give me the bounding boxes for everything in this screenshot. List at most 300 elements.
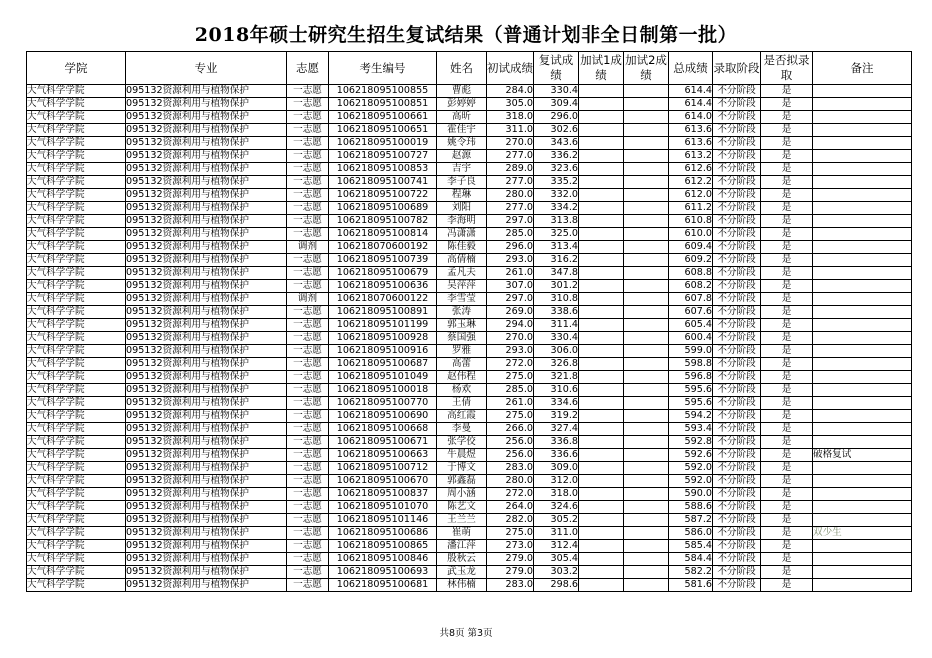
- retest-score-cell: 335.2: [534, 176, 579, 189]
- extra2-cell: [624, 332, 669, 345]
- major-cell: 095132资源利用与植物保护: [126, 371, 287, 384]
- total-cell: 598.8: [669, 358, 713, 371]
- admit-cell: 是: [761, 436, 813, 449]
- admit-cell: 是: [761, 384, 813, 397]
- initial-score-cell: 293.0: [487, 254, 534, 267]
- exam-no-cell: 106218095100846: [329, 553, 437, 566]
- remark-cell: [813, 579, 912, 592]
- retest-score-cell: 310.8: [534, 293, 579, 306]
- stage-cell: 不分阶段: [713, 397, 761, 410]
- admit-cell: 是: [761, 579, 813, 592]
- name-cell: 李子良: [437, 176, 487, 189]
- exam-no-cell: 106218095100727: [329, 150, 437, 163]
- total-cell: 582.2: [669, 566, 713, 579]
- initial-score-cell: 270.0: [487, 332, 534, 345]
- college-cell: 大气科学学院: [27, 85, 126, 98]
- extra2-cell: [624, 293, 669, 306]
- extra1-cell: [579, 358, 624, 371]
- choice-cell: 一志愿: [287, 332, 329, 345]
- college-cell: 大气科学学院: [27, 397, 126, 410]
- header-choice: 志愿: [287, 52, 329, 85]
- stage-cell: 不分阶段: [713, 514, 761, 527]
- exam-no-cell: 106218095100693: [329, 566, 437, 579]
- extra1-cell: [579, 85, 624, 98]
- total-cell: 592.8: [669, 436, 713, 449]
- total-cell: 600.4: [669, 332, 713, 345]
- admit-cell: 是: [761, 553, 813, 566]
- table-row: [27, 358, 912, 371]
- extra2-cell: [624, 540, 669, 553]
- retest-score-cell: 323.6: [534, 163, 579, 176]
- table-row: [27, 579, 912, 592]
- exam-no-cell: 106218095100687: [329, 358, 437, 371]
- extra1-cell: [579, 267, 624, 280]
- remark-cell: [813, 462, 912, 475]
- major-cell: 095132资源利用与植物保护: [126, 241, 287, 254]
- stage-cell: 不分阶段: [713, 319, 761, 332]
- table-row: [27, 280, 912, 293]
- stage-cell: 不分阶段: [713, 98, 761, 111]
- table-row: [27, 540, 912, 553]
- header-stage: 录取阶段: [713, 52, 761, 85]
- major-cell: 095132资源利用与植物保护: [126, 150, 287, 163]
- name-cell: 武玉龙: [437, 566, 487, 579]
- admit-cell: 是: [761, 397, 813, 410]
- remark-cell: [813, 436, 912, 449]
- retest-score-cell: 326.8: [534, 358, 579, 371]
- remark-cell: [813, 384, 912, 397]
- admit-cell: 是: [761, 345, 813, 358]
- admit-cell: 是: [761, 111, 813, 124]
- extra1-cell: [579, 345, 624, 358]
- total-cell: 590.0: [669, 488, 713, 501]
- retest-score-cell: 305.2: [534, 514, 579, 527]
- header-college: 学院: [27, 52, 126, 85]
- remark-cell: [813, 150, 912, 163]
- stage-cell: 不分阶段: [713, 566, 761, 579]
- extra1-cell: [579, 553, 624, 566]
- stage-cell: 不分阶段: [713, 293, 761, 306]
- extra1-cell: [579, 189, 624, 202]
- college-cell: 大气科学学院: [27, 215, 126, 228]
- exam-no-cell: 106218095100690: [329, 410, 437, 423]
- exam-no-cell: 106218095100668: [329, 423, 437, 436]
- exam-no-cell: 106218095100782: [329, 215, 437, 228]
- major-cell: 095132资源利用与植物保护: [126, 215, 287, 228]
- retest-score-cell: 303.2: [534, 566, 579, 579]
- remark-cell: 破格复试: [813, 449, 912, 462]
- extra2-cell: [624, 501, 669, 514]
- stage-cell: 不分阶段: [713, 345, 761, 358]
- remark-cell: [813, 228, 912, 241]
- choice-cell: 一志愿: [287, 514, 329, 527]
- college-cell: 大气科学学院: [27, 410, 126, 423]
- exam-no-cell: 106218095100814: [329, 228, 437, 241]
- remark-cell: [813, 163, 912, 176]
- choice-cell: 一志愿: [287, 163, 329, 176]
- total-cell: 613.6: [669, 124, 713, 137]
- remark-cell: [813, 332, 912, 345]
- total-cell: 613.2: [669, 150, 713, 163]
- name-cell: 张涛: [437, 306, 487, 319]
- remark-cell: [813, 306, 912, 319]
- name-cell: 潘江萍: [437, 540, 487, 553]
- retest-score-cell: 347.8: [534, 267, 579, 280]
- name-cell: 郭鑫磊: [437, 475, 487, 488]
- admit-cell: 是: [761, 176, 813, 189]
- name-cell: 程琳: [437, 189, 487, 202]
- college-cell: 大气科学学院: [27, 514, 126, 527]
- table-body: [27, 85, 912, 592]
- admit-cell: 是: [761, 358, 813, 371]
- extra1-cell: [579, 202, 624, 215]
- college-cell: 大气科学学院: [27, 358, 126, 371]
- extra2-cell: [624, 436, 669, 449]
- remark-cell: [813, 280, 912, 293]
- retest-score-cell: 330.4: [534, 85, 579, 98]
- major-cell: 095132资源利用与植物保护: [126, 85, 287, 98]
- remark-cell: [813, 176, 912, 189]
- retest-score-cell: 336.8: [534, 436, 579, 449]
- college-cell: 大气科学学院: [27, 150, 126, 163]
- exam-no-cell: 106218095100671: [329, 436, 437, 449]
- initial-score-cell: 264.0: [487, 501, 534, 514]
- college-cell: 大气科学学院: [27, 228, 126, 241]
- admit-cell: 是: [761, 527, 813, 540]
- choice-cell: 一志愿: [287, 280, 329, 293]
- extra2-cell: [624, 124, 669, 137]
- admit-cell: 是: [761, 540, 813, 553]
- choice-cell: 一志愿: [287, 358, 329, 371]
- stage-cell: 不分阶段: [713, 384, 761, 397]
- initial-score-cell: 280.0: [487, 475, 534, 488]
- total-cell: 612.6: [669, 163, 713, 176]
- major-cell: 095132资源利用与植物保护: [126, 579, 287, 592]
- name-cell: 吴萍萍: [437, 280, 487, 293]
- total-cell: 593.4: [669, 423, 713, 436]
- table-row: [27, 501, 912, 514]
- extra2-cell: [624, 319, 669, 332]
- initial-score-cell: 269.0: [487, 306, 534, 319]
- stage-cell: 不分阶段: [713, 267, 761, 280]
- total-cell: 592.0: [669, 462, 713, 475]
- college-cell: 大气科学学院: [27, 449, 126, 462]
- extra2-cell: [624, 85, 669, 98]
- major-cell: 095132资源利用与植物保护: [126, 410, 287, 423]
- admit-cell: 是: [761, 514, 813, 527]
- retest-score-cell: 330.4: [534, 332, 579, 345]
- header-exam-no: 考生编号: [329, 52, 437, 85]
- name-cell: 吉宇: [437, 163, 487, 176]
- name-cell: 刘阳: [437, 202, 487, 215]
- stage-cell: 不分阶段: [713, 436, 761, 449]
- stage-cell: 不分阶段: [713, 189, 761, 202]
- retest-score-cell: 343.6: [534, 137, 579, 150]
- extra1-cell: [579, 462, 624, 475]
- total-cell: 609.2: [669, 254, 713, 267]
- header-retest-score: 复试成绩: [534, 52, 579, 85]
- remark-cell: 双少生: [813, 527, 912, 540]
- initial-score-cell: 272.0: [487, 358, 534, 371]
- name-cell: 李海明: [437, 215, 487, 228]
- total-cell: 584.4: [669, 553, 713, 566]
- exam-no-cell: 106218095100018: [329, 384, 437, 397]
- table-row: [27, 176, 912, 189]
- table-row: [27, 553, 912, 566]
- stage-cell: 不分阶段: [713, 111, 761, 124]
- extra1-cell: [579, 176, 624, 189]
- exam-no-cell: 106218095100928: [329, 332, 437, 345]
- major-cell: 095132资源利用与植物保护: [126, 267, 287, 280]
- extra2-cell: [624, 306, 669, 319]
- table-row: [27, 228, 912, 241]
- choice-cell: 一志愿: [287, 124, 329, 137]
- initial-score-cell: 284.0: [487, 85, 534, 98]
- admit-cell: 是: [761, 501, 813, 514]
- admit-cell: 是: [761, 189, 813, 202]
- extra1-cell: [579, 293, 624, 306]
- admit-cell: 是: [761, 488, 813, 501]
- major-cell: 095132资源利用与植物保护: [126, 176, 287, 189]
- stage-cell: 不分阶段: [713, 306, 761, 319]
- total-cell: 614.4: [669, 98, 713, 111]
- table-row: [27, 189, 912, 202]
- extra1-cell: [579, 241, 624, 254]
- exam-no-cell: 106218095100679: [329, 267, 437, 280]
- extra2-cell: [624, 553, 669, 566]
- major-cell: 095132资源利用与植物保护: [126, 306, 287, 319]
- exam-no-cell: 106218095100770: [329, 397, 437, 410]
- retest-score-cell: 313.4: [534, 241, 579, 254]
- major-cell: 095132资源利用与植物保护: [126, 189, 287, 202]
- admit-cell: 是: [761, 332, 813, 345]
- extra1-cell: [579, 540, 624, 553]
- choice-cell: 一志愿: [287, 215, 329, 228]
- extra1-cell: [579, 137, 624, 150]
- extra1-cell: [579, 475, 624, 488]
- table-row: [27, 527, 912, 540]
- exam-no-cell: 106218095100741: [329, 176, 437, 189]
- major-cell: 095132资源利用与植物保护: [126, 423, 287, 436]
- college-cell: 大气科学学院: [27, 566, 126, 579]
- initial-score-cell: 283.0: [487, 579, 534, 592]
- extra2-cell: [624, 228, 669, 241]
- results-table: [26, 51, 912, 592]
- table-row: [27, 462, 912, 475]
- choice-cell: 一志愿: [287, 384, 329, 397]
- extra1-cell: [579, 410, 624, 423]
- initial-score-cell: 294.0: [487, 319, 534, 332]
- admit-cell: 是: [761, 306, 813, 319]
- choice-cell: 一志愿: [287, 150, 329, 163]
- total-cell: 614.4: [669, 85, 713, 98]
- initial-score-cell: 307.0: [487, 280, 534, 293]
- college-cell: 大气科学学院: [27, 579, 126, 592]
- stage-cell: 不分阶段: [713, 228, 761, 241]
- table-row: [27, 137, 912, 150]
- name-cell: 霍佳宇: [437, 124, 487, 137]
- remark-cell: [813, 501, 912, 514]
- remark-cell: [813, 124, 912, 137]
- name-cell: 高倩楠: [437, 254, 487, 267]
- initial-score-cell: 283.0: [487, 462, 534, 475]
- major-cell: 095132资源利用与植物保护: [126, 566, 287, 579]
- college-cell: 大气科学学院: [27, 371, 126, 384]
- name-cell: 殷秋云: [437, 553, 487, 566]
- initial-score-cell: 275.0: [487, 371, 534, 384]
- remark-cell: [813, 475, 912, 488]
- admit-cell: 是: [761, 228, 813, 241]
- choice-cell: 一志愿: [287, 462, 329, 475]
- name-cell: 彭婷婷: [437, 98, 487, 111]
- table-row: [27, 215, 912, 228]
- college-cell: 大气科学学院: [27, 462, 126, 475]
- initial-score-cell: 261.0: [487, 397, 534, 410]
- table-row: [27, 267, 912, 280]
- stage-cell: 不分阶段: [713, 527, 761, 540]
- header-total: 总成绩: [669, 52, 713, 85]
- remark-cell: [813, 488, 912, 501]
- stage-cell: 不分阶段: [713, 475, 761, 488]
- retest-score-cell: 334.2: [534, 202, 579, 215]
- extra2-cell: [624, 384, 669, 397]
- initial-score-cell: 256.0: [487, 436, 534, 449]
- exam-no-cell: 106218095100686: [329, 527, 437, 540]
- extra1-cell: [579, 514, 624, 527]
- retest-score-cell: 325.0: [534, 228, 579, 241]
- college-cell: 大气科学学院: [27, 163, 126, 176]
- remark-cell: [813, 514, 912, 527]
- admit-cell: 是: [761, 241, 813, 254]
- extra1-cell: [579, 163, 624, 176]
- major-cell: 095132资源利用与植物保护: [126, 384, 287, 397]
- total-cell: 594.2: [669, 410, 713, 423]
- extra1-cell: [579, 449, 624, 462]
- major-cell: 095132资源利用与植物保护: [126, 137, 287, 150]
- total-cell: 587.2: [669, 514, 713, 527]
- stage-cell: 不分阶段: [713, 501, 761, 514]
- retest-score-cell: 311.0: [534, 527, 579, 540]
- remark-cell: [813, 267, 912, 280]
- retest-score-cell: 321.8: [534, 371, 579, 384]
- initial-score-cell: 275.0: [487, 410, 534, 423]
- table-row: [27, 384, 912, 397]
- exam-no-cell: 106218095100851: [329, 98, 437, 111]
- major-cell: 095132资源利用与植物保护: [126, 332, 287, 345]
- major-cell: 095132资源利用与植物保护: [126, 475, 287, 488]
- choice-cell: 一志愿: [287, 176, 329, 189]
- college-cell: 大气科学学院: [27, 280, 126, 293]
- initial-score-cell: 318.0: [487, 111, 534, 124]
- extra1-cell: [579, 436, 624, 449]
- total-cell: 599.0: [669, 345, 713, 358]
- choice-cell: 一志愿: [287, 579, 329, 592]
- total-cell: 592.0: [669, 475, 713, 488]
- admit-cell: 是: [761, 280, 813, 293]
- major-cell: 095132资源利用与植物保护: [126, 501, 287, 514]
- extra1-cell: [579, 566, 624, 579]
- initial-score-cell: 279.0: [487, 553, 534, 566]
- table-row: [27, 319, 912, 332]
- extra1-cell: [579, 371, 624, 384]
- extra2-cell: [624, 176, 669, 189]
- college-cell: 大气科学学院: [27, 553, 126, 566]
- extra1-cell: [579, 423, 624, 436]
- remark-cell: [813, 202, 912, 215]
- college-cell: 大气科学学院: [27, 436, 126, 449]
- initial-score-cell: 277.0: [487, 202, 534, 215]
- table-row: [27, 371, 912, 384]
- major-cell: 095132资源利用与植物保护: [126, 124, 287, 137]
- choice-cell: 一志愿: [287, 254, 329, 267]
- table-row: [27, 488, 912, 501]
- remark-cell: [813, 358, 912, 371]
- stage-cell: 不分阶段: [713, 150, 761, 163]
- remark-cell: [813, 293, 912, 306]
- exam-no-cell: 106218095100722: [329, 189, 437, 202]
- initial-score-cell: 285.0: [487, 228, 534, 241]
- name-cell: 高红霞: [437, 410, 487, 423]
- total-cell: 607.8: [669, 293, 713, 306]
- extra1-cell: [579, 332, 624, 345]
- table-row: [27, 98, 912, 111]
- major-cell: 095132资源利用与植物保护: [126, 111, 287, 124]
- retest-score-cell: 296.0: [534, 111, 579, 124]
- major-cell: 095132资源利用与植物保护: [126, 228, 287, 241]
- extra2-cell: [624, 111, 669, 124]
- extra1-cell: [579, 280, 624, 293]
- stage-cell: 不分阶段: [713, 579, 761, 592]
- major-cell: 095132资源利用与植物保护: [126, 293, 287, 306]
- table-row: [27, 306, 912, 319]
- remark-cell: [813, 345, 912, 358]
- college-cell: 大气科学学院: [27, 137, 126, 150]
- major-cell: 095132资源利用与植物保护: [126, 280, 287, 293]
- name-cell: 高蕾: [437, 358, 487, 371]
- retest-score-cell: 309.0: [534, 462, 579, 475]
- choice-cell: 一志愿: [287, 267, 329, 280]
- name-cell: 赵源: [437, 150, 487, 163]
- exam-no-cell: 106218095100636: [329, 280, 437, 293]
- initial-score-cell: 296.0: [487, 241, 534, 254]
- exam-no-cell: 106218095100739: [329, 254, 437, 267]
- admit-cell: 是: [761, 98, 813, 111]
- extra2-cell: [624, 371, 669, 384]
- total-cell: 596.8: [669, 371, 713, 384]
- remark-cell: [813, 423, 912, 436]
- extra2-cell: [624, 488, 669, 501]
- table-row: [27, 202, 912, 215]
- major-cell: 095132资源利用与植物保护: [126, 449, 287, 462]
- name-cell: 崔萌: [437, 527, 487, 540]
- college-cell: 大气科学学院: [27, 241, 126, 254]
- name-cell: 郭玉琳: [437, 319, 487, 332]
- admit-cell: 是: [761, 150, 813, 163]
- remark-cell: [813, 319, 912, 332]
- header-major: 专业: [126, 52, 287, 85]
- choice-cell: 一志愿: [287, 202, 329, 215]
- college-cell: 大气科学学院: [27, 267, 126, 280]
- college-cell: 大气科学学院: [27, 306, 126, 319]
- college-cell: 大气科学学院: [27, 540, 126, 553]
- table-row: [27, 475, 912, 488]
- exam-no-cell: 106218095100891: [329, 306, 437, 319]
- choice-cell: 一志愿: [287, 540, 329, 553]
- initial-score-cell: 280.0: [487, 189, 534, 202]
- retest-score-cell: 310.6: [534, 384, 579, 397]
- remark-cell: [813, 85, 912, 98]
- major-cell: 095132资源利用与植物保护: [126, 553, 287, 566]
